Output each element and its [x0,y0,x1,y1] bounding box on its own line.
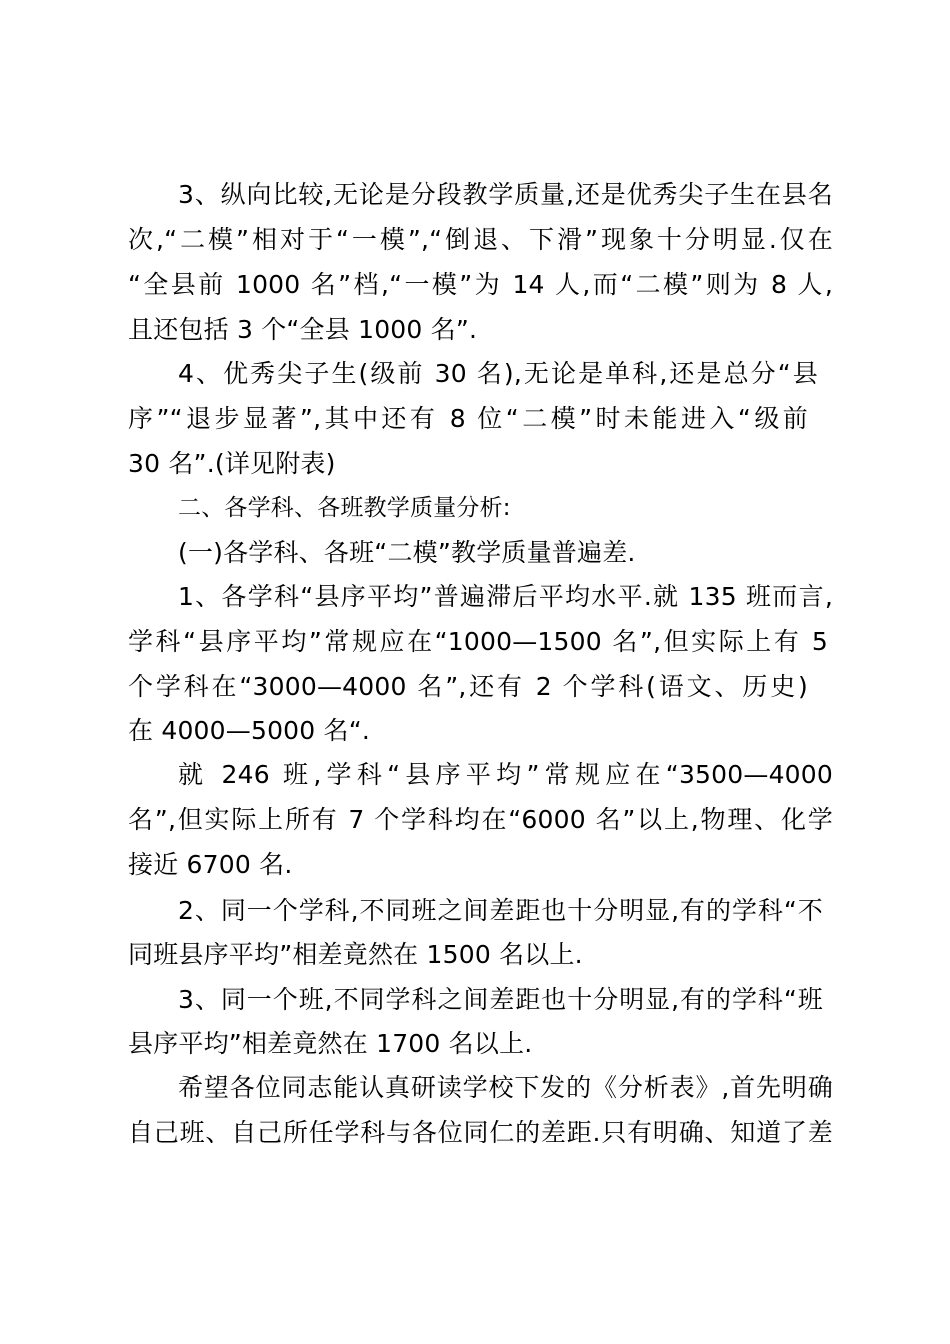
paragraph-line: “全县前 1000 名”档,“一模”为 14 人,而“二模”则为 8 人, [128,270,833,299]
paragraph-line: 同班县序平均”相差竟然在 1500 名以上. [128,940,583,969]
paragraph-line: 2、同一个学科,不同班之间差距也十分明显,有的学科“不 [178,896,823,925]
paragraph-line: 在 4000—5000 名“. [128,716,371,745]
paragraph-line: 接近 6700 名. [128,850,293,879]
paragraph-line: 自己班、自己所任学科与各位同仁的差距.只有明确、知道了差 [128,1118,833,1147]
paragraph-line: 个学科在“3000—4000 名”,还有 2 个学科(语文、历史) [128,672,808,701]
subsection-heading: (一)各学科、各班“二模”教学质量普遍差. [178,538,636,567]
paragraph-line: 次,“二模”相对于“一模”,“倒退、下滑”现象十分明显.仅在 [128,225,833,254]
paragraph-line: 1、各学科“县序平均”普遍滞后平均水平.就 135 班而言, [178,582,833,611]
paragraph-line: 名”,但实际上所有 7 个学科均在“6000 名”以上,物理、化学 [128,805,833,834]
paragraph-line: 3、同一个班,不同学科之间差距也十分明显,有的学科“班 [178,985,823,1014]
paragraph-line: 4、优秀尖子生(级前 30 名),无论是单科,还是总分“县 [178,359,818,388]
paragraph-line: 30 名”.(详见附表) [128,449,336,478]
paragraph-line: 学科“县序平均”常规应在“1000—1500 名”,但实际上有 5 [128,627,828,656]
paragraph-line: 3、纵向比较,无论是分段教学质量,还是优秀尖子生在县名 [178,180,833,209]
paragraph-line: 县序平均”相差竟然在 1700 名以上. [128,1029,533,1058]
paragraph-line: 希望各位同志能认真研读学校下发的《分析表》,首先明确 [178,1073,833,1102]
paragraph-line: 且还包括 3 个“全县 1000 名”. [128,315,478,344]
paragraph-line: 序”“退步显著”,其中还有 8 位“二模”时未能进入“级前 [128,404,808,433]
paragraph-line: 就 246 班,学科“县序平均”常规应在“3500—4000 [178,760,833,789]
section-heading: 二、各学科、各班教学质量分析: [178,495,511,521]
